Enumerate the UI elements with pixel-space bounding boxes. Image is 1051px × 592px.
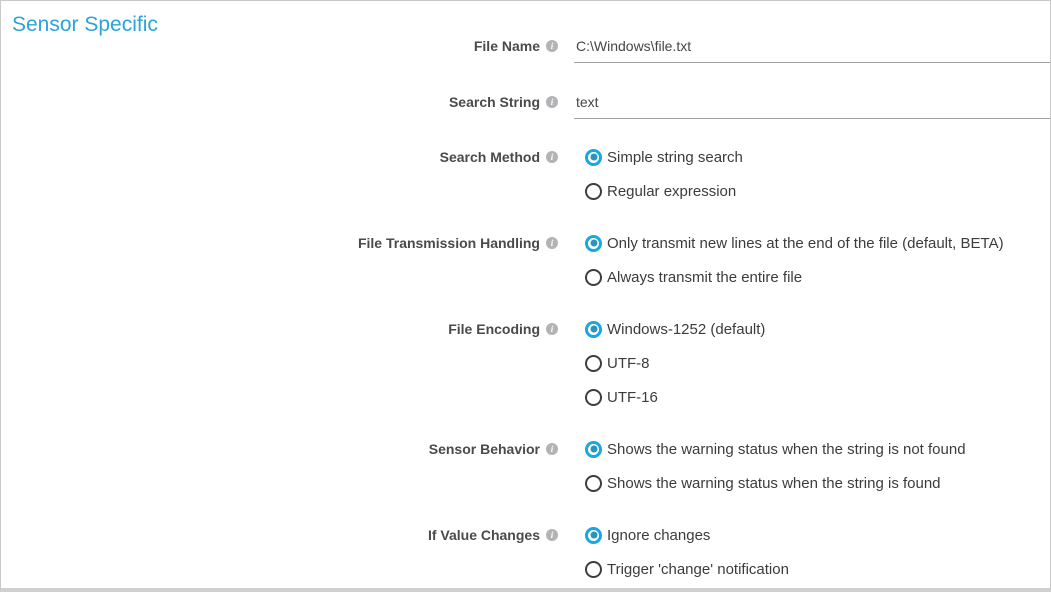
sensor-behavior-label: Sensor Behavior [428,441,540,457]
radio-unselected-icon[interactable] [585,355,602,372]
sensor-behavior-options [585,432,966,500]
field-row-sensor-behavior [1,432,1050,500]
info-icon[interactable]: i [546,96,558,108]
file-encoding-label-cell [1,312,558,346]
field-row-search-string [1,85,1050,119]
search-method-label-cell [1,140,558,174]
info-icon[interactable]: i [546,529,558,541]
radio-option-warning-when-found[interactable]: Shows the warning status when the string is found [585,466,966,500]
field-row-file-name [1,29,1050,63]
radio-option-ignore-changes[interactable]: Ignore changes [585,518,789,552]
info-icon[interactable]: i [546,323,558,335]
radio-unselected-icon[interactable] [585,269,602,286]
search-string-label: Search String [448,94,540,110]
field-row-file-encoding [1,312,1050,414]
sensor-behavior-label-cell [1,432,558,466]
file-name-label: File Name [473,38,540,54]
radio-selected-icon[interactable] [585,149,602,166]
field-row-if-value-changes [1,518,1050,586]
field-row-file-transmission-handling [1,226,1050,294]
if-value-changes-label: If Value Changes [427,527,540,543]
radio-option-utf-8[interactable]: UTF-8 [585,346,765,380]
search-string-input-cell [574,85,1050,119]
search-string-input[interactable] [574,94,1050,110]
radio-unselected-icon[interactable] [585,183,602,200]
sensor-settings-form [1,1,1050,586]
file-name-input[interactable] [574,38,1050,54]
radio-option-regular-expression[interactable]: Regular expression [585,174,743,208]
file-encoding-label: File Encoding [448,321,540,337]
radio-option-warning-when-not-found[interactable]: Shows the warning status when the string is not found [585,432,966,466]
search-method-label: Search Method [439,149,540,165]
radio-selected-icon[interactable] [585,441,602,458]
radio-selected-icon[interactable] [585,235,602,252]
search-string-label-cell [1,85,558,119]
file-transmission-handling-label-cell [1,226,558,260]
radio-option-trigger-change-notification[interactable]: Trigger 'change' notification [585,552,789,586]
search-method-options [585,140,743,208]
radio-unselected-icon[interactable] [585,389,602,406]
file-name-input-cell [574,29,1050,63]
radio-option-windows-1252[interactable]: Windows-1252 (default) [585,312,765,346]
radio-selected-icon[interactable] [585,321,602,338]
file-transmission-handling-options [585,226,1004,294]
info-icon[interactable]: i [546,151,558,163]
file-transmission-handling-label: File Transmission Handling [357,235,540,251]
if-value-changes-label-cell [1,518,558,552]
section-title: Sensor Specific [12,13,158,36]
radio-option-utf-16[interactable]: UTF-16 [585,380,765,414]
field-row-search-method [1,140,1050,208]
radio-unselected-icon[interactable] [585,561,602,578]
radio-option-always-transmit-entire-file[interactable]: Always transmit the entire file [585,260,1004,294]
radio-option-simple-string-search[interactable]: Simple string search [585,140,743,174]
radio-unselected-icon[interactable] [585,475,602,492]
if-value-changes-options [585,518,789,586]
file-encoding-options [585,312,765,414]
radio-option-only-transmit-new-lines[interactable]: Only transmit new lines at the end of the file (default, BETA) [585,226,1004,260]
info-icon[interactable]: i [546,237,558,249]
info-icon[interactable]: i [546,40,558,52]
info-icon[interactable]: i [546,443,558,455]
radio-selected-icon[interactable] [585,527,602,544]
